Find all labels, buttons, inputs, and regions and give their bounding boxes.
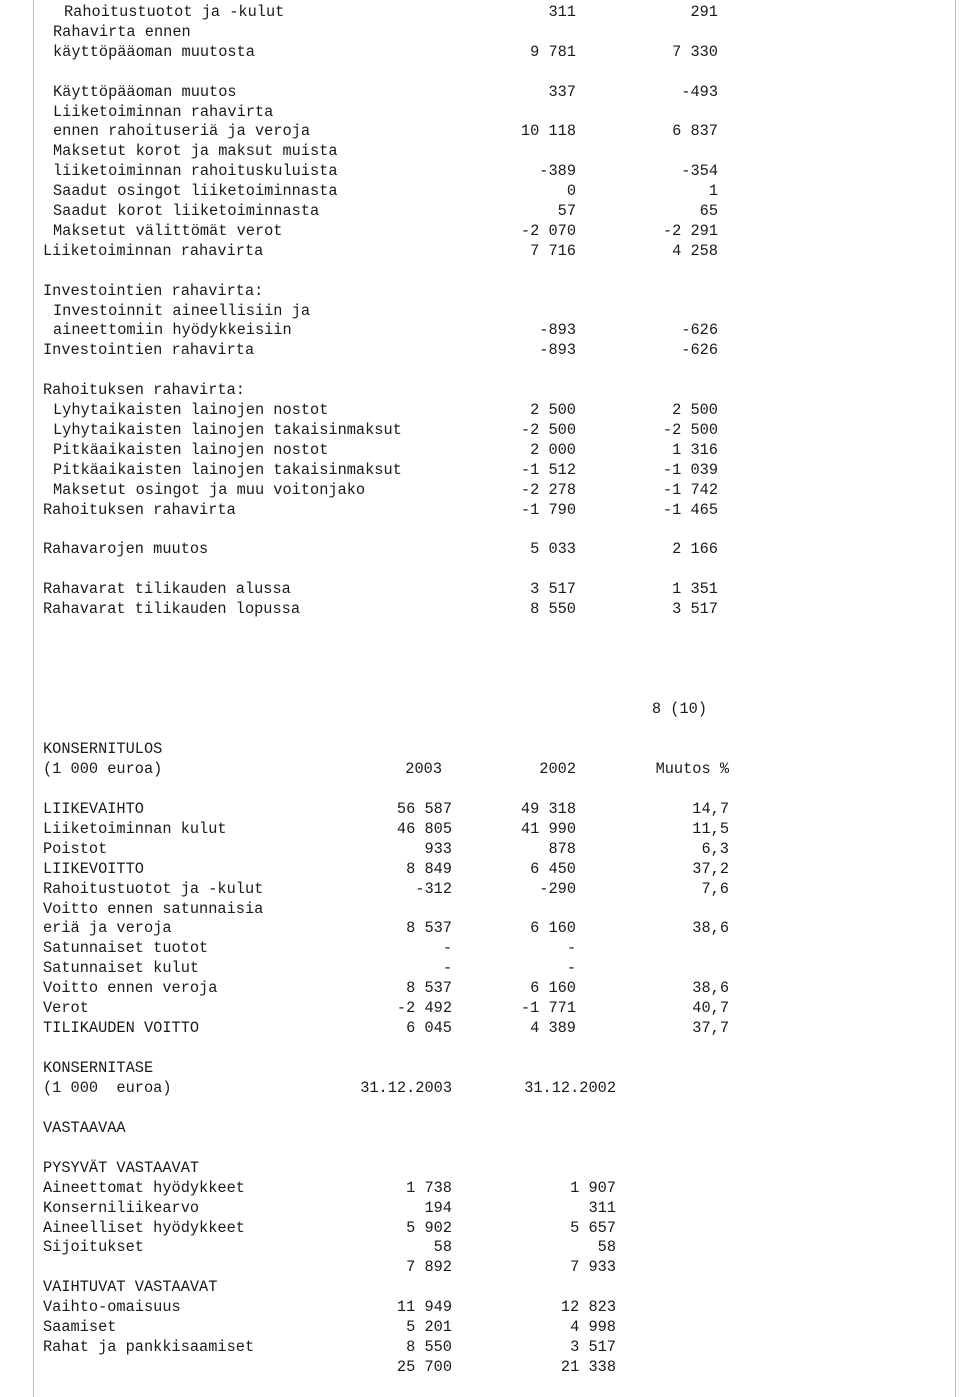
income-label: Voitto ennen satunnaisia — [43, 899, 264, 918]
cashflow-value-2003: 10 118 — [520, 122, 576, 141]
income-value-2002: 41 990 — [520, 819, 576, 838]
balance-label: Aineettomat hyödykkeet — [43, 1178, 245, 1197]
cashflow-label: Rahoituksen rahavirta: — [43, 381, 245, 400]
cashflow-label: Rahoituksen rahavirta — [43, 500, 236, 519]
income-label: Satunnaiset tuotot — [43, 939, 209, 958]
cashflow-value-2002: 1 — [708, 182, 718, 201]
income-value-2003: 8 849 — [406, 859, 452, 878]
income-label: Rahoitustuotot ja -kulut — [43, 879, 264, 898]
cashflow-value-2002: -626 — [681, 321, 718, 340]
income-value-2003: -2 492 — [396, 999, 452, 1017]
balance-value-2002: 3 517 — [570, 1337, 616, 1356]
cashflow-value-2003: 2 000 — [530, 440, 576, 459]
cashflow-value-2002: -493 — [681, 82, 718, 101]
balance-value-2003: 1 738 — [406, 1178, 452, 1197]
cashflow-value-2003: -893 — [539, 321, 576, 340]
cashflow-label: Maksetut välittömät verot — [53, 221, 283, 240]
balance-label: VAIHTUVAT VASTAAVAT — [43, 1278, 218, 1297]
income-value-change: 38,6 — [692, 979, 729, 998]
balance-value-2002: 12 823 — [560, 1298, 616, 1317]
cashflow-label: Rahavarat tilikauden alussa — [43, 580, 291, 599]
cashflow-label: Investointien rahavirta — [43, 341, 255, 360]
cashflow-value-2003: 7 716 — [530, 241, 576, 260]
balance-label: Aineelliset hyödykkeet — [43, 1218, 245, 1237]
cashflow-label: aineettomiin hyödykkeisiin — [53, 321, 292, 340]
balance-value-2002: 4 998 — [570, 1318, 616, 1336]
cashflow-value-2002: 291 — [690, 3, 718, 21]
income-value-2003: - — [442, 939, 452, 958]
cashflow-value-2003: 9 781 — [530, 42, 576, 61]
cashflow-value-2003: -1 790 — [520, 500, 576, 519]
balance-value-2003: 194 — [424, 1198, 452, 1217]
balance-value-2003: 58 — [433, 1238, 452, 1257]
income-value-2003: -312 — [415, 879, 452, 898]
cashflow-value-2003: -2 070 — [520, 221, 576, 240]
balance-value-2003: 11 949 — [396, 1298, 452, 1317]
income-value-2003: 46 805 — [396, 819, 452, 838]
cashflow-value-2002: -1 742 — [662, 480, 718, 499]
cashflow-label: Rahavarat tilikauden lopussa — [43, 600, 301, 618]
income-value-2002: 49 318 — [520, 800, 576, 818]
cashflow-value-2003: -2 500 — [520, 420, 576, 439]
balance-value-2002: 5 657 — [570, 1218, 616, 1237]
cashflow-value-2002: 7 330 — [672, 42, 718, 61]
cashflow-label: Pitkäaikaisten lainojen nostot — [53, 440, 329, 459]
cashflow-value-2002: 4 258 — [672, 241, 718, 260]
cashflow-label: ennen rahoituseriä ja veroja — [53, 122, 311, 141]
balance-value-2003: 5 902 — [406, 1218, 452, 1237]
balance-value-2002: 1 907 — [570, 1178, 616, 1197]
cashflow-value-2002: 2 500 — [672, 401, 718, 419]
income-col-2002: 2002 — [539, 759, 576, 778]
cashflow-label: Maksetut osingot ja muu voitonjako — [53, 480, 366, 499]
balance-value-2002: 21 338 — [560, 1357, 616, 1376]
balance-label: VASTAAVAA — [43, 1119, 126, 1137]
income-value-2002: 6 160 — [530, 979, 576, 998]
income-value-change: 37,2 — [692, 859, 729, 878]
cashflow-value-2003: 337 — [548, 82, 576, 101]
balance-label: PYSYVÄT VASTAAVAT — [43, 1158, 200, 1177]
balance-label: Konserniliikearvo — [43, 1198, 200, 1217]
cashflow-value-2002: 1 316 — [672, 440, 718, 459]
balance-value-2003: 8 550 — [406, 1337, 452, 1356]
income-label: eriä ja veroja — [43, 919, 172, 938]
cashflow-label: Rahavirta ennen — [53, 22, 191, 41]
cashflow-value-2002: 6 837 — [672, 122, 718, 141]
income-value-change: 6,3 — [701, 839, 729, 858]
income-value-change: 11,5 — [692, 819, 729, 838]
cashflow-value-2003: -893 — [539, 341, 576, 360]
cashflow-label: Investoinnit aineellisiin ja — [53, 301, 311, 320]
balance-unit: (1 000 euroa) — [43, 1078, 172, 1097]
cashflow-value-2003: -389 — [539, 162, 576, 181]
cashflow-label: Lyhytaikaisten lainojen takaisinmaksut — [53, 420, 402, 439]
balance-label: Vaihto-omaisuus — [43, 1298, 181, 1317]
cashflow-value-2002: 1 351 — [672, 580, 718, 599]
income-col-2003: 2003 — [405, 759, 442, 778]
cashflow-label: Investointien rahavirta: — [43, 281, 264, 300]
cashflow-label: Rahavarojen muutos — [43, 540, 209, 559]
income-value-2002: - — [566, 959, 576, 978]
income-label: Verot — [43, 999, 89, 1017]
cashflow-label: Liiketoiminnan rahavirta — [43, 241, 264, 260]
cashflow-value-2002: 3 517 — [672, 600, 718, 618]
cashflow-label: Rahoitustuotot ja -kulut — [64, 3, 285, 21]
page-frame-right — [955, 0, 956, 1397]
balance-col-2003: 31.12.2003 — [360, 1078, 452, 1097]
cashflow-label: Pitkäaikaisten lainojen takaisinmaksut — [53, 460, 402, 479]
cashflow-label: Saadut korot liiketoiminnasta — [53, 202, 320, 220]
cashflow-value-2003: -1 512 — [520, 460, 576, 479]
cashflow-value-2002: 65 — [699, 202, 718, 220]
cashflow-value-2002: -354 — [681, 162, 718, 181]
balance-label: Sijoitukset — [43, 1238, 144, 1257]
income-value-2002: - — [566, 939, 576, 958]
income-label: Poistot — [43, 839, 108, 858]
page-number: 8 (10) — [651, 700, 707, 718]
income-title: KONSERNITULOS — [43, 740, 163, 758]
income-value-2002: 6 450 — [530, 859, 576, 878]
income-value-2002: -290 — [539, 879, 576, 898]
income-unit: (1 000 euroa) — [43, 759, 163, 778]
income-value-2003: - — [442, 959, 452, 978]
cashflow-value-2003: 3 517 — [530, 580, 576, 599]
balance-value-2003: 25 700 — [396, 1357, 452, 1376]
income-value-2002: 878 — [548, 839, 576, 858]
cashflow-label: Maksetut korot ja maksut muista — [53, 142, 338, 161]
income-value-2002: -1 771 — [520, 999, 576, 1017]
income-label: TILIKAUDEN VOITTO — [43, 1018, 200, 1037]
income-label: Voitto ennen veroja — [43, 979, 218, 998]
cashflow-value-2002: 2 166 — [672, 540, 718, 559]
income-value-change: 40,7 — [692, 999, 729, 1017]
income-value-2003: 8 537 — [406, 919, 452, 938]
balance-value-2002: 7 933 — [570, 1258, 616, 1277]
income-label: LIIKEVOITTO — [43, 859, 144, 878]
cashflow-label: Saadut osingot liiketoiminnasta — [53, 182, 338, 201]
cashflow-label: Käyttöpääoman muutos — [53, 82, 237, 101]
income-label: LIIKEVAIHTO — [43, 800, 144, 818]
income-value-change: 14,7 — [692, 800, 729, 818]
cashflow-label: liiketoiminnan rahoituskuluista — [53, 162, 338, 181]
cashflow-value-2002: -2 500 — [662, 420, 718, 439]
cashflow-label: Lyhytaikaisten lainojen nostot — [53, 401, 329, 419]
balance-value-2003: 5 201 — [406, 1318, 452, 1336]
balance-value-2002: 58 — [597, 1238, 616, 1257]
cashflow-value-2003: -2 278 — [520, 480, 576, 499]
cashflow-value-2002: -1 465 — [662, 500, 718, 519]
income-value-2003: 6 045 — [406, 1018, 452, 1037]
balance-title: KONSERNITASE — [43, 1059, 154, 1077]
income-value-change: 7,6 — [701, 879, 729, 898]
balance-col-2002: 31.12.2002 — [524, 1078, 616, 1097]
cashflow-value-2003: 2 500 — [530, 401, 576, 419]
cashflow-value-2003: 311 — [548, 3, 576, 21]
income-value-2003: 933 — [424, 839, 452, 858]
cashflow-value-2003: 57 — [557, 202, 576, 220]
cashflow-value-2002: -626 — [681, 341, 718, 360]
cashflow-label: käyttöpääoman muutosta — [53, 42, 255, 61]
income-value-change: 37,7 — [692, 1018, 729, 1037]
cashflow-value-2002: -1 039 — [662, 460, 718, 479]
income-value-2003: 56 587 — [396, 800, 452, 818]
income-value-2002: 4 389 — [530, 1018, 576, 1037]
income-value-change: 38,6 — [692, 919, 729, 938]
income-col-change: Muutos % — [655, 759, 729, 778]
cashflow-value-2002: -2 291 — [662, 221, 718, 240]
cashflow-value-2003: 8 550 — [530, 600, 576, 618]
balance-value-2003: 7 892 — [406, 1258, 452, 1277]
income-label: Liiketoiminnan kulut — [43, 819, 227, 838]
income-label: Satunnaiset kulut — [43, 959, 200, 978]
income-value-2002: 6 160 — [530, 919, 576, 938]
income-value-2003: 8 537 — [406, 979, 452, 998]
page-frame-left — [33, 0, 34, 1397]
cashflow-value-2003: 5 033 — [530, 540, 576, 559]
cashflow-value-2003: 0 — [566, 182, 576, 201]
cashflow-label: Liiketoiminnan rahavirta — [53, 102, 274, 121]
balance-label: Saamiset — [43, 1318, 117, 1336]
balance-value-2002: 311 — [588, 1198, 616, 1217]
balance-label: Rahat ja pankkisaamiset — [43, 1337, 255, 1356]
